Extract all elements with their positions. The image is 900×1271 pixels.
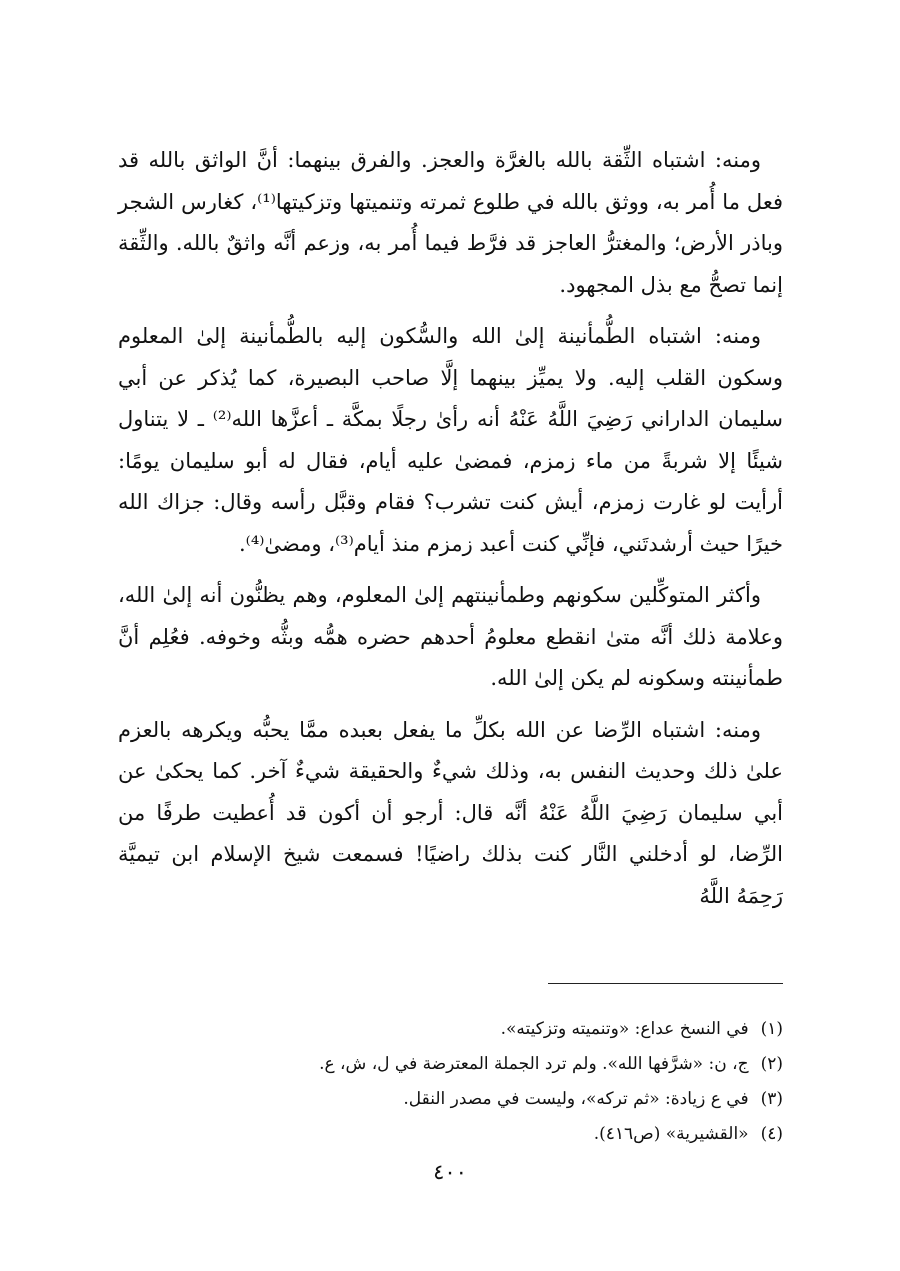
paragraph-2: ومنه: اشتباه الطُّمأنينة إلىٰ الله والسُّكون إليه بالطُّمأنينة إلىٰ المعلوم وسكون القلب إليه. ولا يميِّز بينهما إلَّا صاحب البصيرة، كما يُذكر عن أبي سليمان الداراني رَضِيَ اللَّهُ عَنْهُ أنه رأىٰ رجلًا بمكَّة ـ أعزَّها الله⁽²⁾ ـ لا يتناول شيئًا إلا شربةً من ماء زمزم، فمضىٰ عليه أيام، فقال له أبو سليمان يومًا: أرأيت لو غارت زمزم، أيش كنت تشرب؟ فقام وقبَّل رأسه وقال: جزاك الله خيرًا حيث أرشدتَني، فإنِّي كنت أعبد زمزم منذ أيام⁽³⁾، ومضىٰ⁽⁴⁾. bbox=[118, 324, 783, 556]
footnote-1 bbox=[118, 1012, 783, 1047]
footnote-text: في النسخ عداع: «وتنميته وتزكيته». bbox=[500, 1019, 749, 1039]
footnote-text: «القشيرية» (ص٤١٦). bbox=[593, 1124, 749, 1144]
footnote-number: (٢) bbox=[760, 1054, 783, 1074]
footnote-divider bbox=[548, 983, 783, 984]
paragraph-1: ومنه: اشتباه الثِّقة بالله بالغرَّة والعجز. والفرق بينهما: أنَّ الواثق بالله قد فعل ما أُمر به، ووثق بالله في طلوع ثمرته وتنميتها وتزكيتها⁽¹⁾، كغارس الشجر وباذر الأرض؛ والمغترُّ العاجز قد فرَّط فيما أُمر به، وزعم أنَّه واثقٌ بالله. والثِّقة إنما تصحُّ مع بذل المجهود. bbox=[118, 148, 783, 297]
main-text bbox=[118, 140, 783, 927]
footnote-number: (١) bbox=[760, 1019, 783, 1039]
footnote-text: في ع زيادة: «ثم تركه»، وليست في مصدر النقل. bbox=[403, 1089, 749, 1109]
footnote-2 bbox=[118, 1047, 783, 1082]
paragraph-3: وأكثر المتوكِّلين سكونهم وطمأنينتهم إلىٰ المعلوم، وهم يظنُّون أنه إلىٰ الله، وعلامة ذلك أنَّه متىٰ انقطع معلومُ أحدهم حضره همُّه وبثُّه وخوفه. فعُلِم أنَّ طمأنينته وسكونه لم يكن إلىٰ الله. bbox=[118, 583, 783, 690]
footnote-text: ج، ن: «شرَّفها الله». ولم ترد الجملة المعترضة في ل، ش، ع. bbox=[319, 1054, 749, 1074]
paragraph-4: ومنه: اشتباه الرِّضا عن الله بكلِّ ما يفعل بعبده ممَّا يحبُّه ويكرهه بالعزم علىٰ ذلك وحديث النفس به، وذلك شيءٌ والحقيقة شيءٌ آخر. كما يحكىٰ عن أبي سليمان رَضِيَ اللَّهُ عَنْهُ أنَّه قال: أرجو أن أكون قد أُعطيت طرفًا من الرِّضا، لو أدخلني النَّار كنت بذلك راضيًا! فسمعت شيخ الإسلام ابن تيميَّة رَحِمَهُ اللَّهُ bbox=[118, 717, 783, 908]
footnote-4 bbox=[118, 1117, 783, 1152]
page-number: ٤٠٠ bbox=[433, 1160, 467, 1184]
footnote-3 bbox=[118, 1082, 783, 1117]
footnotes bbox=[118, 1012, 783, 1152]
footnote-number: (٤) bbox=[760, 1124, 783, 1144]
footnote-number: (٣) bbox=[760, 1089, 783, 1109]
